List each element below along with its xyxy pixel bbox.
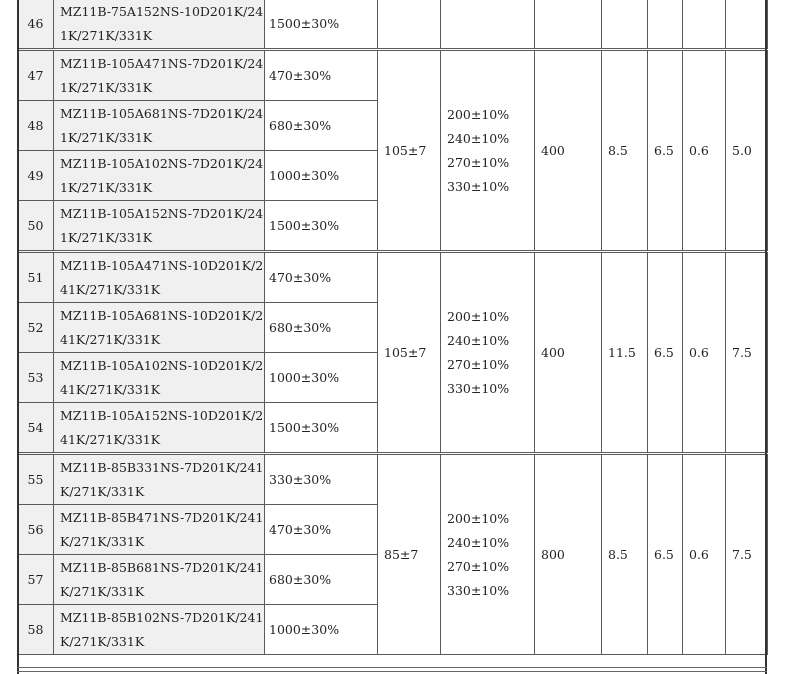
- voltage-line: 240±10%: [447, 534, 510, 550]
- row-number: 46: [18, 0, 54, 50]
- empty-cell: [683, 0, 726, 50]
- row-number: 51: [18, 252, 54, 303]
- resistance-cell: 680±30%: [265, 303, 378, 353]
- empty-cell: [648, 0, 683, 50]
- model-cell: [54, 151, 265, 201]
- value-cell: 0.6: [683, 454, 726, 655]
- model-cell: [54, 605, 265, 655]
- value-cell: 6.5: [648, 50, 683, 252]
- row-number: 57: [18, 555, 54, 605]
- resistance-cell: 1500±30%: [265, 0, 378, 50]
- table-row: [18, 252, 768, 303]
- model-line-2: 1K/271K/331K: [60, 79, 153, 95]
- value-cell: 800: [535, 454, 602, 655]
- voltage-cell: [441, 454, 535, 655]
- row-number: 58: [18, 605, 54, 655]
- resistance-cell: 470±30%: [265, 252, 378, 303]
- model-line-2: K/271K/331K: [60, 483, 145, 499]
- voltage-line: 200±10%: [447, 308, 510, 324]
- model-cell: [54, 201, 265, 252]
- voltage-line: 270±10%: [447, 154, 510, 170]
- temperature-cell: 105±7: [378, 50, 441, 252]
- row-number: 48: [18, 101, 54, 151]
- row-number: 47: [18, 50, 54, 101]
- spec-table: [17, 0, 768, 655]
- model-cell: [54, 454, 265, 505]
- value-cell: 7.5: [726, 454, 768, 655]
- model-line-1: MZ11B-105A102NS-7D201K/24: [60, 155, 264, 171]
- spec-table-container: [17, 0, 767, 655]
- resistance-cell: 330±30%: [265, 454, 378, 505]
- voltage-line: 270±10%: [447, 558, 510, 574]
- value-cell: 6.5: [648, 454, 683, 655]
- model-line-2: 1K/271K/331K: [60, 129, 153, 145]
- voltage-line: 330±10%: [447, 380, 510, 396]
- model-line-1: MZ11B-85B102NS-7D201K/241: [60, 609, 264, 625]
- voltage-line: 270±10%: [447, 356, 510, 372]
- table-bottom-border: [17, 667, 767, 672]
- model-line-2: 1K/271K/331K: [60, 229, 153, 245]
- resistance-cell: 1500±30%: [265, 403, 378, 454]
- model-line-2: 41K/271K/331K: [60, 381, 161, 397]
- value-cell: 400: [535, 252, 602, 454]
- resistance-cell: 1500±30%: [265, 201, 378, 252]
- model-cell: [54, 555, 265, 605]
- voltage-cell: [441, 252, 535, 454]
- model-line-2: 1K/271K/331K: [60, 179, 153, 195]
- row-number: 50: [18, 201, 54, 252]
- model-line-1: MZ11B-105A471NS-10D201K/2: [60, 257, 264, 273]
- value-cell: 8.5: [602, 50, 648, 252]
- row-number: 55: [18, 454, 54, 505]
- voltage-line: 330±10%: [447, 178, 510, 194]
- model-line-1: MZ11B-85B681NS-7D201K/241: [60, 559, 264, 575]
- model-cell: [54, 0, 265, 50]
- resistance-cell: 1000±30%: [265, 605, 378, 655]
- value-cell: 7.5: [726, 252, 768, 454]
- model-line-2: K/271K/331K: [60, 533, 145, 549]
- value-cell: 6.5: [648, 252, 683, 454]
- value-cell: 8.5: [602, 454, 648, 655]
- resistance-cell: 680±30%: [265, 101, 378, 151]
- model-cell: [54, 303, 265, 353]
- model-line-1: MZ11B-85B471NS-7D201K/241: [60, 509, 264, 525]
- empty-cell: [602, 0, 648, 50]
- model-cell: [54, 505, 265, 555]
- empty-cell: [378, 0, 441, 50]
- row-number: 54: [18, 403, 54, 454]
- model-line-2: 41K/271K/331K: [60, 331, 161, 347]
- model-line-1: MZ11B-105A681NS-7D201K/24: [60, 105, 264, 121]
- temperature-cell: 105±7: [378, 252, 441, 454]
- model-line-1: MZ11B-105A102NS-10D201K/2: [60, 357, 264, 373]
- model-line-2: 41K/271K/331K: [60, 281, 161, 297]
- table-left-border: [17, 0, 19, 674]
- resistance-cell: 1000±30%: [265, 353, 378, 403]
- value-cell: 400: [535, 50, 602, 252]
- model-line-1: MZ11B-85B331NS-7D201K/241: [60, 459, 264, 475]
- value-cell: 5.0: [726, 50, 768, 252]
- voltage-cell: [441, 50, 535, 252]
- table-row: [18, 0, 768, 50]
- voltage-line: 240±10%: [447, 130, 510, 146]
- value-cell: 0.6: [683, 50, 726, 252]
- model-line-2: K/271K/331K: [60, 633, 145, 649]
- table-row: [18, 50, 768, 101]
- temperature-cell: 85±7: [378, 454, 441, 655]
- model-line-2: K/271K/331K: [60, 583, 145, 599]
- model-cell: [54, 403, 265, 454]
- row-number: 49: [18, 151, 54, 201]
- voltage-line: 200±10%: [447, 510, 510, 526]
- model-cell: [54, 353, 265, 403]
- value-cell: 11.5: [602, 252, 648, 454]
- resistance-cell: 470±30%: [265, 50, 378, 101]
- row-number: 53: [18, 353, 54, 403]
- empty-cell: [535, 0, 602, 50]
- empty-cell: [726, 0, 768, 50]
- voltage-line: 240±10%: [447, 332, 510, 348]
- table-row: [18, 454, 768, 505]
- model-line-2: 41K/271K/331K: [60, 431, 161, 447]
- model-line-1: MZ11B-105A471NS-7D201K/24: [60, 55, 264, 71]
- resistance-cell: 1000±30%: [265, 151, 378, 201]
- model-cell: [54, 101, 265, 151]
- voltage-line: 330±10%: [447, 582, 510, 598]
- row-number: 52: [18, 303, 54, 353]
- model-line-1: MZ11B-75A152NS-10D201K/24: [60, 3, 264, 19]
- table-right-border: [765, 0, 767, 674]
- model-line-1: MZ11B-105A681NS-10D201K/2: [60, 307, 264, 323]
- model-cell: [54, 50, 265, 101]
- model-line-2: 1K/271K/331K: [60, 27, 153, 43]
- value-cell: 0.6: [683, 252, 726, 454]
- model-cell: [54, 252, 265, 303]
- row-number: 56: [18, 505, 54, 555]
- resistance-cell: 680±30%: [265, 555, 378, 605]
- resistance-cell: 470±30%: [265, 505, 378, 555]
- voltage-line: 200±10%: [447, 106, 510, 122]
- empty-cell: [441, 0, 535, 50]
- model-line-1: MZ11B-105A152NS-7D201K/24: [60, 205, 264, 221]
- model-line-1: MZ11B-105A152NS-10D201K/2: [60, 407, 264, 423]
